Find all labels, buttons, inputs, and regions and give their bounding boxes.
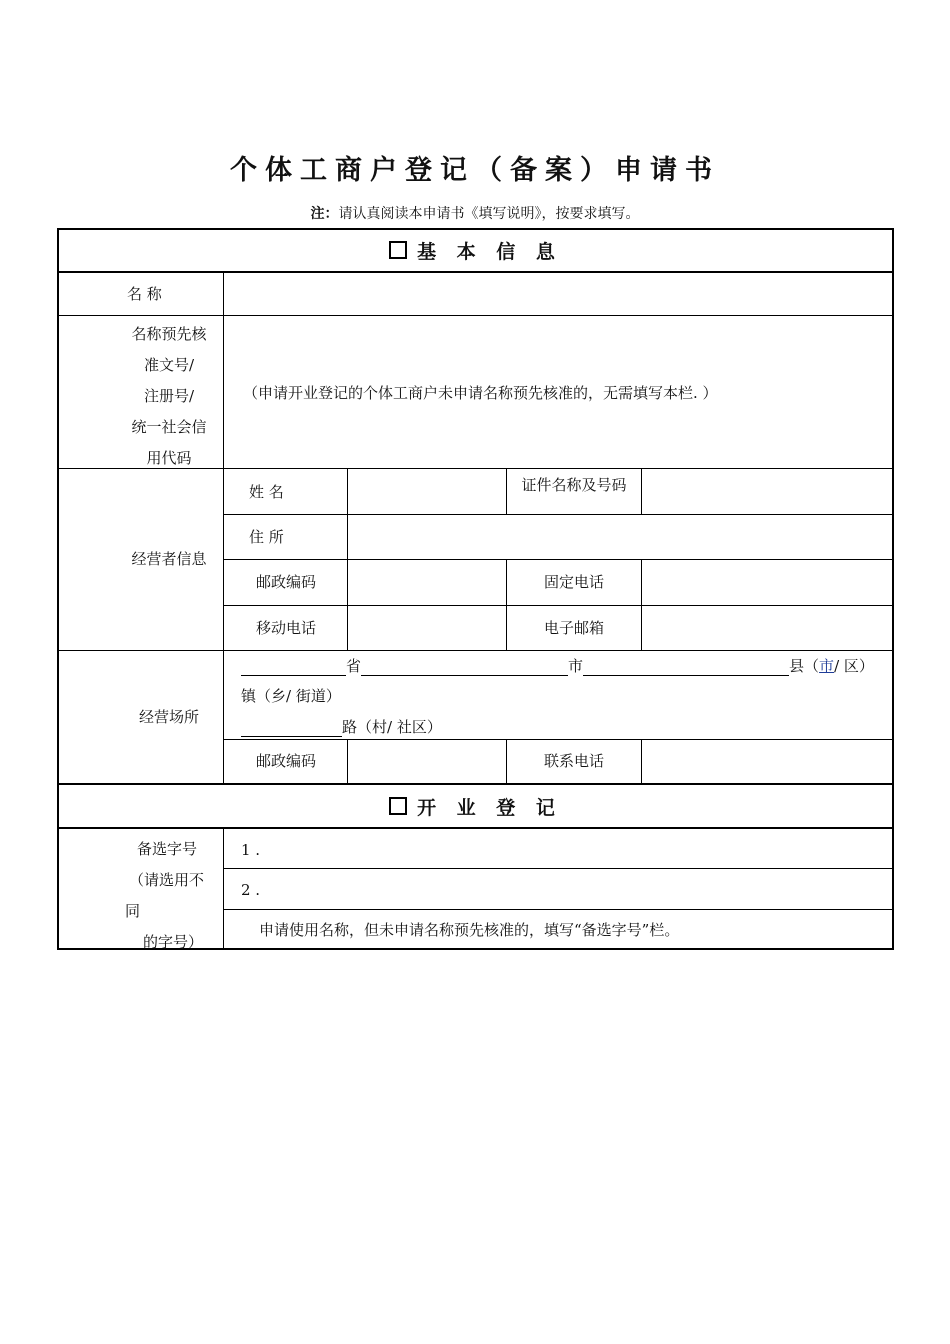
contact-phone-label: 联系电话 — [543, 752, 604, 770]
fill-instruction-note — [0, 203, 950, 223]
mobile-label: 移动电话 — [255, 619, 316, 637]
checkbox-opening-registration[interactable] — [389, 797, 407, 815]
id-document-label: 证件名称及号码 — [521, 476, 627, 494]
operator-postcode-field[interactable] — [349, 560, 505, 604]
alt-name-label: 备选字号 （请选用不 同 的字号） — [125, 840, 205, 951]
operator-postcode-label: 邮政编码 — [255, 573, 316, 591]
id-document-field[interactable] — [643, 470, 891, 513]
alt-name-instruction: 申请使用名称，但未申请名称预先核准的，填写“备选字号”栏。 — [259, 921, 680, 939]
section-opening-registration: 开 业 登 记 — [57, 793, 894, 820]
operator-info-label: 经营者信息 — [131, 550, 207, 568]
pre-approval-hint: （申请开业登记的个体工商户未申请名称预先核准的，无需填写本栏. ） — [243, 384, 718, 402]
alt-name-option-1[interactable]: 1 . — [241, 841, 261, 859]
premises-postcode-field[interactable] — [349, 740, 505, 783]
operator-address-label: 住 所 — [249, 528, 284, 546]
note-label: 注： — [310, 206, 339, 222]
contact-phone-field[interactable] — [643, 740, 891, 783]
premises-address-line-2: 镇（乡/ 街道） — [241, 687, 341, 705]
premises-address-line-3: 路（村/ 社区） — [241, 717, 442, 737]
name-field[interactable] — [225, 273, 891, 315]
application-form — [57, 228, 894, 950]
email-label: 电子邮箱 — [543, 619, 604, 637]
landline-label: 固定电话 — [543, 573, 604, 591]
operator-address-field[interactable] — [349, 515, 891, 558]
premises-postcode-label: 邮政编码 — [255, 752, 316, 770]
pre-approval-label: 名称预先核 准文号/ 注册号/ 统一社会信 用代码 — [131, 325, 207, 467]
city-link[interactable]: 市 — [819, 657, 835, 675]
road-field[interactable] — [241, 718, 342, 737]
premises-address-line-1: 省 市 县（市/ 区） — [241, 656, 874, 676]
operator-name-field[interactable] — [349, 470, 505, 513]
landline-field[interactable] — [643, 560, 891, 604]
name-label: 名 称 — [127, 285, 162, 303]
premises-label: 经营场所 — [138, 708, 199, 726]
city-field[interactable] — [361, 657, 568, 676]
alt-name-option-2[interactable]: 2 . — [241, 881, 261, 899]
page-title: 个体工商户登记（备案）申请书 — [230, 155, 720, 186]
operator-name-label: 姓 名 — [249, 483, 284, 501]
checkbox-basic-info[interactable] — [389, 241, 407, 259]
province-field[interactable] — [241, 657, 346, 676]
section-basic-info: 基 本 信 息 — [57, 237, 894, 264]
mobile-field[interactable] — [349, 606, 505, 650]
county-field[interactable] — [583, 657, 789, 676]
note-text: 请认真阅读本申请书《填写说明》，按要求填写。 — [338, 206, 640, 222]
email-field[interactable] — [643, 606, 891, 650]
